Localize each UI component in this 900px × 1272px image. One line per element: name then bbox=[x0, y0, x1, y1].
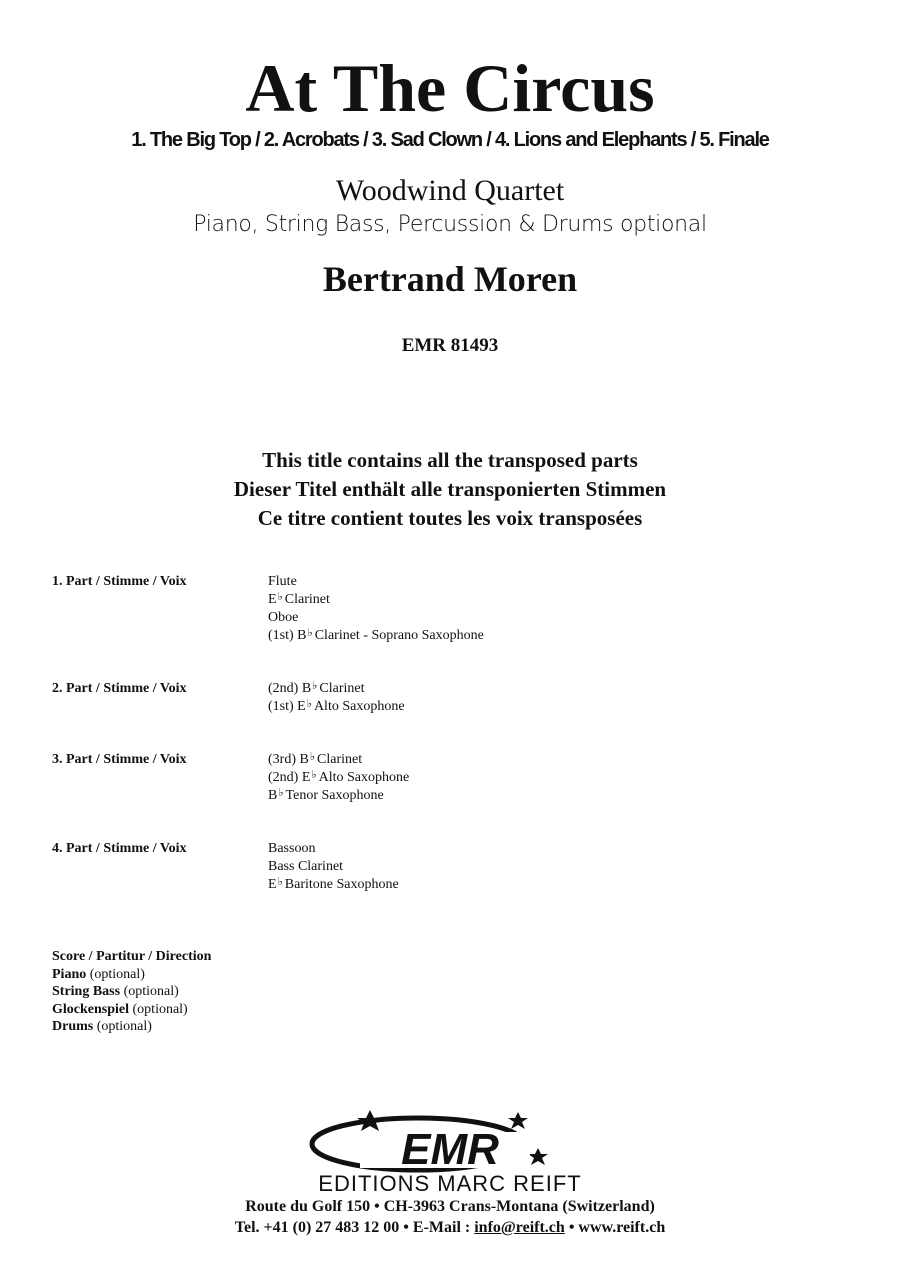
flat-symbol-icon: ♭ bbox=[309, 751, 316, 763]
score-label: Score / Partitur / Direction bbox=[52, 949, 212, 964]
catalog-number: EMR 81493 bbox=[401, 335, 499, 356]
part-1-instruments bbox=[268, 573, 484, 645]
ensemble-label: Woodwind Quartet bbox=[335, 174, 565, 207]
part-3-instruments bbox=[268, 751, 409, 805]
part-1-label: 1. Part / Stimme / Voix bbox=[52, 574, 187, 589]
email-link[interactable]: info@reift.ch bbox=[474, 1219, 565, 1236]
score-extras bbox=[52, 948, 211, 1036]
publisher-logo bbox=[300, 1104, 600, 1194]
flat-symbol-icon: ♭ bbox=[311, 769, 317, 781]
instrument: (3rd) B♭ Clarinet bbox=[268, 751, 363, 767]
flat-symbol-icon: ♭ bbox=[277, 591, 283, 603]
part-3-label: 3. Part / Stimme / Voix bbox=[52, 752, 187, 767]
extra-item: Glockenspiel (optional) bbox=[52, 1001, 188, 1017]
svg-text:EMR: EMR bbox=[401, 1125, 499, 1174]
publisher-address: Route du Golf 150 • CH-3963 Crans-Montana (Switzerland) bbox=[245, 1198, 655, 1215]
instrument: Flute bbox=[268, 574, 297, 589]
instrument: B♭ Tenor Saxophone bbox=[268, 787, 384, 803]
optional-instruments: Piano, String Bass, Percussion & Drums optional bbox=[193, 212, 707, 237]
composer-name: Bertrand Moren bbox=[322, 259, 578, 299]
instrument: (2nd) E♭ Alto Saxophone bbox=[268, 769, 410, 785]
instrument: (1st) E♭ Alto Saxophone bbox=[268, 698, 405, 714]
emr-logo-icon bbox=[300, 1104, 600, 1194]
movement-list: 1. The Big Top / 2. Acrobats / 3. Sad Clown / 4. Lions and Elephants / 5. Finale bbox=[131, 129, 769, 151]
part-2-instruments bbox=[268, 680, 405, 716]
part-4-label: 4. Part / Stimme / Voix bbox=[52, 841, 187, 856]
extra-item: Piano (optional) bbox=[52, 966, 145, 982]
instrument: (2nd) B♭ Clarinet bbox=[268, 680, 365, 696]
flat-symbol-icon: ♭ bbox=[306, 698, 312, 710]
page-title: At The Circus bbox=[245, 50, 655, 126]
instrument: Bass Clarinet bbox=[268, 859, 344, 874]
part-2-label: 2. Part / Stimme / Voix bbox=[52, 681, 187, 696]
transposed-note-en: This title contains all the transposed parts bbox=[262, 448, 638, 472]
flat-symbol-icon: ♭ bbox=[277, 876, 283, 888]
part-4-instruments bbox=[268, 840, 399, 894]
instrument: Oboe bbox=[268, 610, 299, 625]
svg-text:EDITIONS MARC REIFT: EDITIONS MARC REIFT bbox=[318, 1171, 582, 1194]
instrument: (1st) B♭ Clarinet - Soprano Saxophone bbox=[268, 627, 484, 643]
instrument: E♭ Baritone Saxophone bbox=[268, 876, 399, 892]
instrument: Bassoon bbox=[268, 841, 316, 856]
publisher-contact: Tel. +41 (0) 27 483 12 00 • E-Mail : info@reift.ch • www.reift.ch bbox=[234, 1219, 666, 1236]
transposed-note-de: Dieser Titel enthält alle transponierten Stimmen bbox=[233, 477, 667, 501]
flat-symbol-icon: ♭ bbox=[307, 627, 313, 639]
instrument: E♭ Clarinet bbox=[268, 591, 330, 607]
transposed-note-fr: Ce titre contient toutes les voix transposées bbox=[257, 506, 643, 530]
extra-item: Drums (optional) bbox=[52, 1019, 152, 1034]
flat-symbol-icon: ♭ bbox=[278, 787, 284, 799]
extra-item: String Bass (optional) bbox=[52, 984, 179, 999]
flat-symbol-icon: ♭ bbox=[312, 680, 318, 692]
